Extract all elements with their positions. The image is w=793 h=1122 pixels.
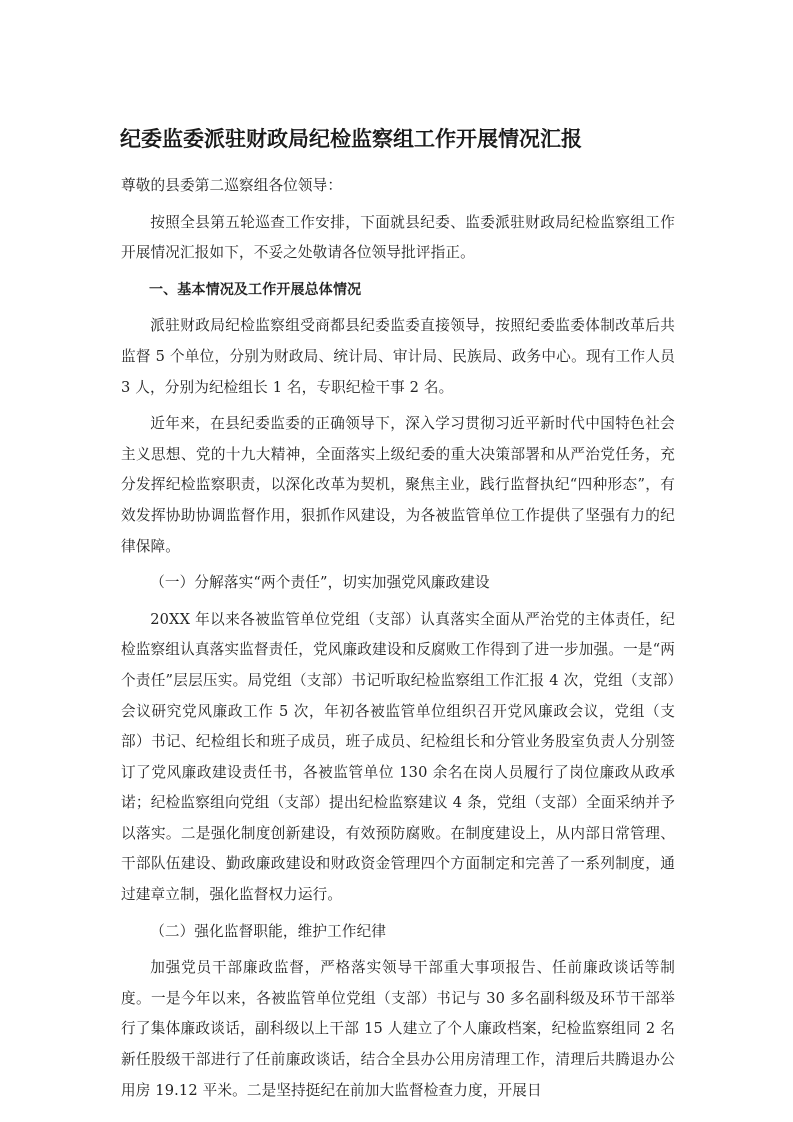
salutation: 尊敬的县委第二巡察组各位领导： xyxy=(121,177,343,194)
section-heading-1: 一、基本情况及工作开展总体情况 xyxy=(149,281,362,298)
document-body xyxy=(121,171,675,1112)
body-paragraph: 派驻财政局纪检监察组受商都县纪委监委直接领导，按照纪委监委体制改革后共监督 5 个单位，分别为财政局、统计局、审计局、民族局、政务中心。现有工作人员 3 人，分别为纪检组长 1 名，专职纪检干事 2 名。 xyxy=(121,317,675,396)
document-title: 纪委监委派驻财政局纪检监察组工作开展情况汇报 xyxy=(120,127,582,151)
intro-paragraph: 按照全县第五轮巡查工作安排，下面就县纪委、监委派驻财政局纪检监察组工作开展情况汇报如下，不妥之处敬请各位领导批评指正。 xyxy=(121,213,675,262)
subsection-heading-2: （二）强化监督职能，维护工作纪律 xyxy=(150,922,387,940)
body-paragraph: 近年来，在县纪委监委的正确领导下，深入学习贯彻习近平新时代中国特色社会主义思想、党的十九大精神，全面落实上级纪委的重大决策部署和从严治党任务，充分发挥纪检监察职责，以深化改革为契机，聚焦主业，践行监督执纪“四种形态”，有效发挥协助协调监督作用，狠抓作风建设，为各被监管单位工作提供了坚强有力的纪律保障。 xyxy=(121,415,675,555)
body-paragraph: 20XX 年以来各被监管单位党组（支部）认真落实全面从严治党的主体责任，纪检监察组认真落实监督责任，党风廉政建设和反腐败工作得到了进一步加强。一是“两个责任”层层压实。局党组（支部）书记听取纪检监察组工作汇报 4 次，党组（支部）会议研究党风廉政工作 5 次，年初各被监管单位组织召开党风廉政会议，党组（支部）书记、纪检组长和班子成员，班子成员、纪检组长和分管业务股室负责人分别签订了党风廉政建设责任书，各被监管单位 130 余名在岗人员履行了岗位廉政从政承诺；纪检监察组向党组（支部）提出纪检监察建议 4 条，党组（支部）全面采纳并予以落实。二是强化制度创新建设，有效预防腐败。在制度建设上，从内部日常管理、干部队伍建设、勤政廉政建设和财政资金管理四个方面制定和完善了一系列制度，通过建章立制，强化监督权力运行。 xyxy=(121,610,675,904)
subsection-heading-1: （一）分解落实“两个责任”，切实加强党风廉政建设 xyxy=(150,574,490,592)
body-paragraph: 加强党员干部廉政监督，严格落实领导干部重大事项报告、任前廉政谈话等制度。一是今年以来，各被监管单位党组（支部）书记与 30 多名副科级及环节干部举行了集体廉政谈话，副科级以上干部 15 人建立了个人廉政档案，纪检监察组同 2 名新任股级干部进行了任前廉政谈话，结合全县办公用房清理工作，清理后共腾退办公用房 19.12 平米。二是坚持挺纪在前加大监督检查力度，开展日 xyxy=(121,959,675,1099)
